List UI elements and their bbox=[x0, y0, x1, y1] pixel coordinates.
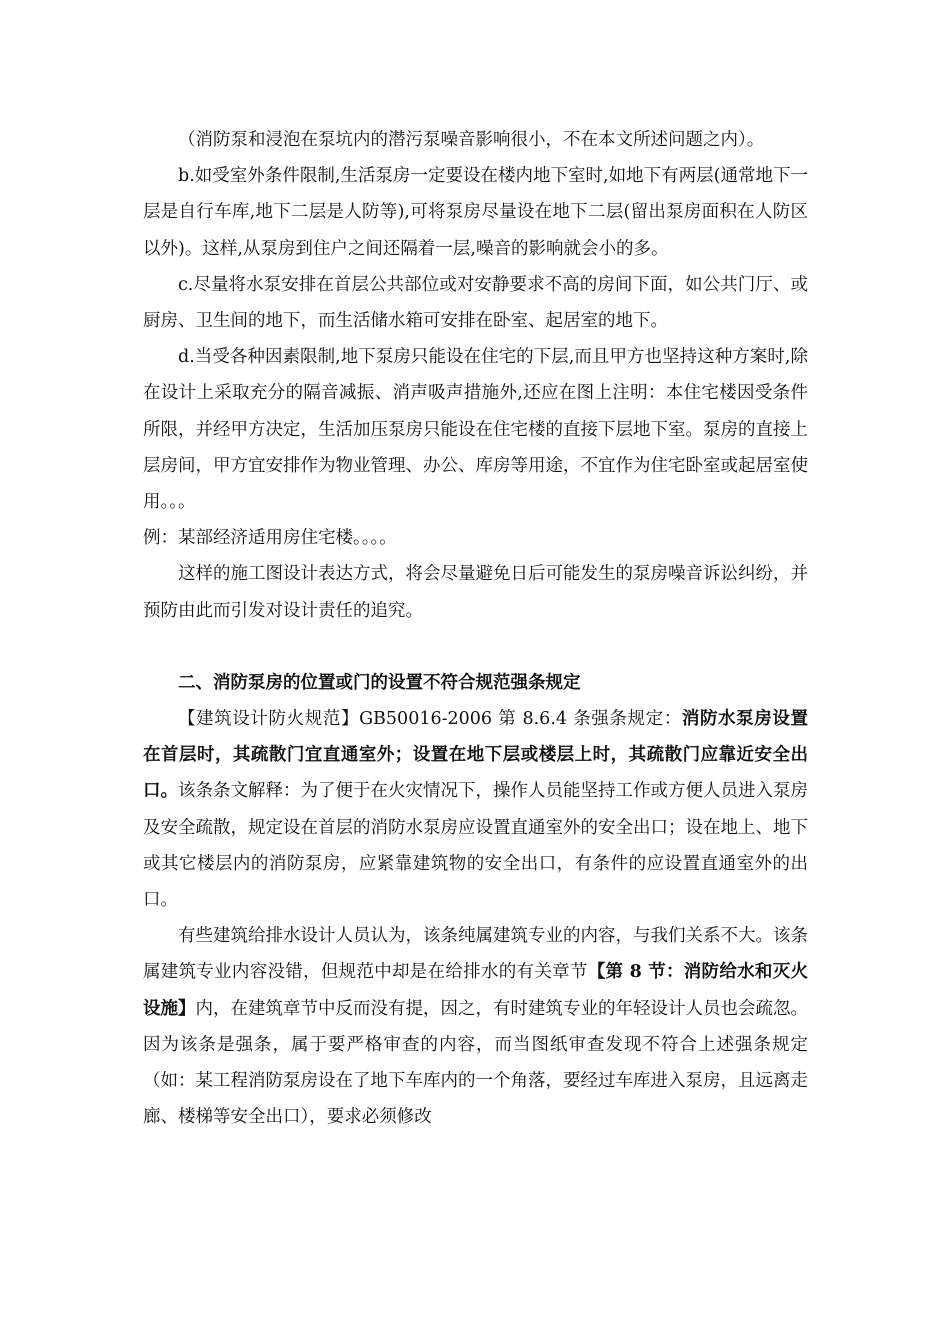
document-page bbox=[143, 122, 808, 1135]
paragraph-conclusion: 这样的施工图设计表达方式，将会尽量避免日后可能发生的泵房噪音诉讼纠纷，并预防由此而引发对设计责任的追究。 bbox=[143, 564, 808, 621]
code-clause-explanation: 该条条文解释：为了便于在火灾情况下，操作人员能坚持工作或方便人员进入泵房及安全疏散，规定设在首层的消防水泵房应设置直通室外的安全出口；设在地上、地下或其它楼层内的消防泵房，应紧靠建筑物的安全出口，有条件的应设置直通室外的出口。 bbox=[143, 781, 808, 911]
designer-note-start: 有些建筑给排水设计人员认为，该条纯属建筑专业的内容，与我们关系不大。该条属建筑专业内容没错，但规范中却是在给排水的有关章节 bbox=[143, 926, 808, 983]
section-spacer bbox=[143, 629, 808, 665]
paragraph-fire-pump-note: （消防泵和浸泡在泵坑内的潜污泵噪音影响很小，不在本文所述问题之内）。 bbox=[178, 130, 765, 150]
designer-note-section-ref: 【第 8 节：消防给水和灭火设施】 bbox=[143, 962, 808, 1019]
paragraph-item-b: b.如受室外条件限制,生活泵房一定要设在楼内地下室时,如地下有两层(通常地下一层是自行车库,地下二层是人防等),可将泵房尽量设在地下二层(留出泵房面积在人防区以外)。这样,从泵房到住户之间还隔着一层,噪音的影响就会小的多。 bbox=[143, 166, 808, 259]
code-clause-lead: 【建筑设计防火规范】GB50016-2006 第 8.6.4 条强条规定： bbox=[178, 709, 682, 730]
paragraph-designer-note bbox=[143, 918, 808, 1135]
paragraph-code-clause bbox=[143, 701, 808, 918]
designer-note-rest: 内，在建筑章节中反而没有提，因之，有时建筑专业的年轻设计人员也会疏忽。因为该条是强条，属于要严格审查的内容，而当图纸审查发现不符合上述强条规定（如：某工程消防泵房设在了地下车库内的一个角落，要经过车库进入泵房，且远离走廊、楼梯等安全出口），要求必须修改 bbox=[143, 998, 808, 1128]
paragraph-item-c: c.尽量将水泵安排在首层公共部位或对安静要求不高的房间下面，如公共门厅、或厨房、卫生间的地下，而生活储水箱可安排在卧室、起居室的地下。 bbox=[143, 274, 808, 332]
paragraph-example: 例：某部经济适用房住宅楼。。。。 bbox=[143, 528, 397, 549]
section-heading-2: 二、消防泵房的位置或门的设置不符合规范强条规定 bbox=[178, 672, 581, 693]
paragraph-item-d: d.当受各种因素限制,地下泵房只能设在住宅的下层,而且甲方也坚持这种方案时,除在设计上采取充分的隔音减振、消声吸声措施外,还应在图上注明：本住宅楼因受条件所限，并经甲方决定，生活加压泵房只能设在住宅楼的直接下层地下室。泵房的直接上层房间，甲方宜安排作为物业管理、办公、库房等用途，不宜作为住宅卧室或起居室使用。。。 bbox=[143, 347, 808, 513]
code-clause-bold-text: 消防水泵房设置在首层时，其疏散门宜直通室外；设置在地下层或楼层上时，其疏散门应靠近安全出口。 bbox=[143, 709, 808, 802]
